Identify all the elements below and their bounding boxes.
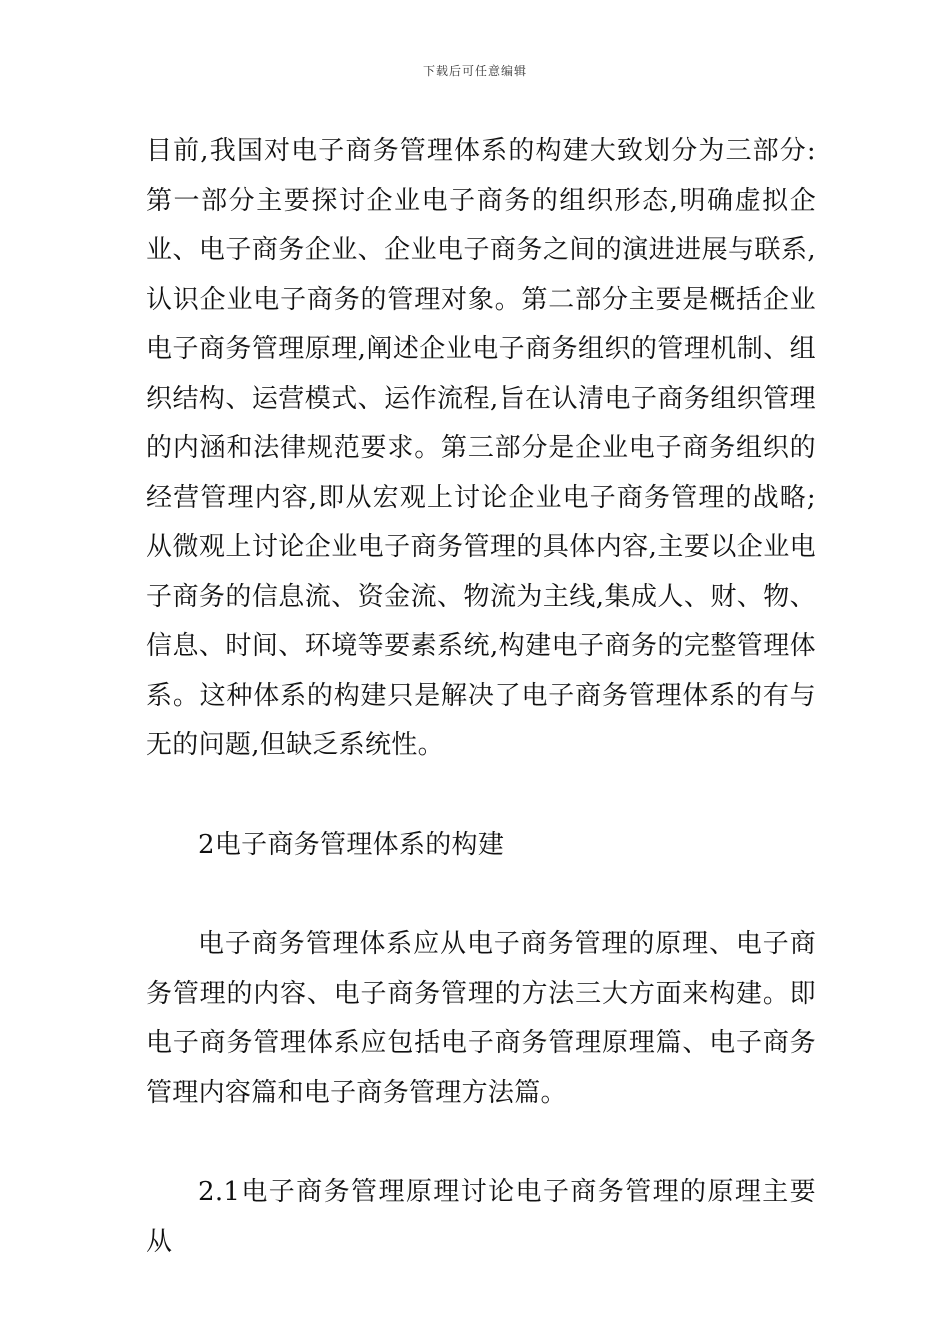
paragraph-gap xyxy=(146,1118,816,1168)
page-header-note: 下载后可任意编辑 xyxy=(422,64,527,78)
paragraph-gap xyxy=(146,771,816,821)
paragraph-gap xyxy=(146,870,816,920)
paragraph-section-2-1: 2.1电子商务管理原理讨论电子商务管理的原理主要从 xyxy=(146,1177,816,1257)
paragraph-intro: 目前,我国对电子商务管理体系的构建大致划分为三部分:第一部分主要探讨企业电子商务的组织形态,明确虚拟企业、电子商务企业、企业电子商务之间的演进进展与联系,认识企业电子商务的管理对象。第二部分主要是概括企业电子商务管理原理,阐述企业电子商务组织的管理机制、组织结构、运营模式、运作流程,旨在认清电子商务组织管理的内涵和法律规范要求。第三部分是企业电子商务组织的经营管理内容,即从宏观上讨论企业电子商务管理的战略;从微观上讨论企业电子商务管理的具体内容,主要以企业电子商务的信息流、资金流、物流为主线,集成人、财、物、信息、时间、环境等要素系统,构建电子商务的完整管理体系。这种体系的构建只是解决了电子商务管理体系的有与无的问题,但缺乏系统性。 xyxy=(146,136,816,760)
section-heading-2: 2电子商务管理体系的构建 xyxy=(198,829,505,860)
document-body xyxy=(146,127,816,1267)
paragraph-section-2: 电子商务管理体系应从电子商务管理的原理、电子商务管理的内容、电子商务管理的方法三大方面来构建。即电子商务管理体系应包括电子商务管理原理篇、电子商务管理内容篇和电子商务管理方法篇。 xyxy=(146,929,816,1108)
